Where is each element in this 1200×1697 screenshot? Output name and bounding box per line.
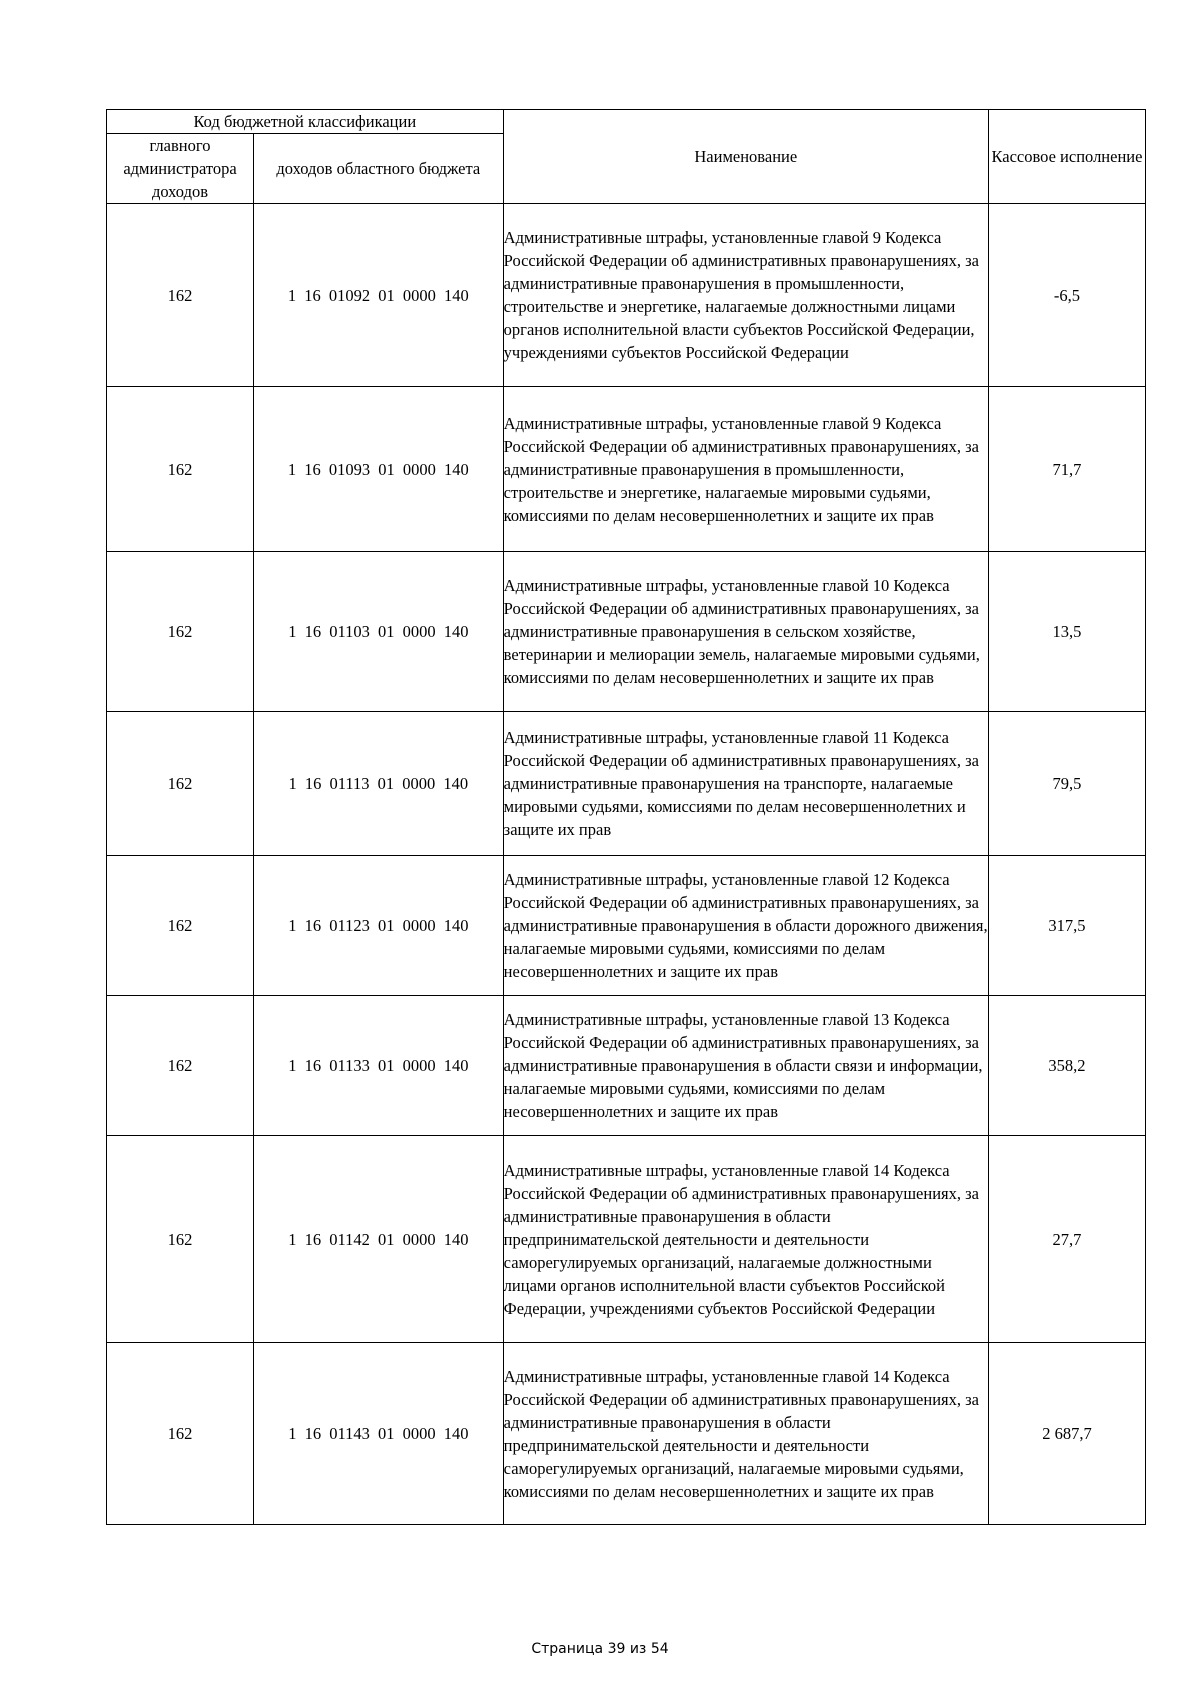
- revenue-code-cell: 1 16 01103 01 0000 140: [253, 552, 503, 712]
- revenue-code-cell: 1 16 01133 01 0000 140: [253, 996, 503, 1136]
- cash-execution-cell: 2 687,7: [988, 1343, 1145, 1525]
- revenue-code-cell: 1 16 01093 01 0000 140: [253, 387, 503, 552]
- header-classification-code: Код бюджетной классификации: [107, 110, 504, 134]
- revenue-name-cell: Административные штрафы, установленные главой 14 Кодекса Российской Федерации об административных правонарушениях, за административные правонарушения в области предпринимательской деятельности и деятельности саморегулируемых организаций, налагаемые должностными лицами органов исполнительной власти субъектов Российской Федерации, учреждениями субъектов Российской Федерации: [503, 1136, 988, 1343]
- table-row: [107, 552, 1146, 712]
- cash-execution-cell: 358,2: [988, 996, 1145, 1136]
- revenue-name-cell: Административные штрафы, установленные главой 9 Кодекса Российской Федерации об административных правонарушениях, за административные правонарушения в промышленности, строительстве и энергетике, налагаемые должностными лицами органов исполнительной власти субъектов Российской Федерации, учреждениями субъектов Российской Федерации: [503, 204, 988, 387]
- revenue-name-cell: Административные штрафы, установленные главой 13 Кодекса Российской Федерации об административных правонарушениях, за административные правонарушения в области связи и информации, налагаемые мировыми судьями, комиссиями по делам несовершеннолетних и защите их прав: [503, 996, 988, 1136]
- cash-execution-cell: 317,5: [988, 856, 1145, 996]
- admin-code-cell: 162: [107, 1136, 254, 1343]
- admin-code-cell: 162: [107, 996, 254, 1136]
- cash-execution-cell: 13,5: [988, 552, 1145, 712]
- page-footer: Страница 39 из 54: [531, 1641, 669, 1657]
- table-row: [107, 996, 1146, 1136]
- budget-classification-table: [106, 109, 1146, 1525]
- header-cash-execution: Кассовое исполнение: [988, 110, 1145, 204]
- revenue-code-cell: 1 16 01113 01 0000 140: [253, 712, 503, 856]
- table-row: [107, 856, 1146, 996]
- revenue-name-cell: Административные штрафы, установленные главой 14 Кодекса Российской Федерации об административных правонарушениях, за административные правонарушения в области предпринимательской деятельности и деятельности саморегулируемых организаций, налагаемые мировыми судьями, комиссиями по делам несовершеннолетних и защите их прав: [503, 1343, 988, 1525]
- cash-execution-cell: 71,7: [988, 387, 1145, 552]
- revenue-code-cell: 1 16 01123 01 0000 140: [253, 856, 503, 996]
- header-name: Наименование: [503, 110, 988, 204]
- admin-code-cell: 162: [107, 856, 254, 996]
- cash-execution-cell: 27,7: [988, 1136, 1145, 1343]
- revenue-name-cell: Административные штрафы, установленные главой 10 Кодекса Российской Федерации об административных правонарушениях, за административные правонарушения в сельском хозяйстве, ветеринарии и мелиорации земель, налагаемые мировыми судьями, комиссиями по делам несовершеннолетних и защите их прав: [503, 552, 988, 712]
- cash-execution-cell: 79,5: [988, 712, 1145, 856]
- table-row: [107, 1343, 1146, 1525]
- revenue-name-cell: Административные штрафы, установленные главой 9 Кодекса Российской Федерации об административных правонарушениях, за административные правонарушения в промышленности, строительстве и энергетике, налагаемые мировыми судьями, комиссиями по делам несовершеннолетних и защите их прав: [503, 387, 988, 552]
- admin-code-cell: 162: [107, 1343, 254, 1525]
- revenue-code-cell: 1 16 01142 01 0000 140: [253, 1136, 503, 1343]
- admin-code-cell: 162: [107, 552, 254, 712]
- admin-code-cell: 162: [107, 387, 254, 552]
- cash-execution-cell: -6,5: [988, 204, 1145, 387]
- table-row: [107, 204, 1146, 387]
- header-regional-revenue: доходов областного бюджета: [253, 134, 503, 204]
- table-row: [107, 712, 1146, 856]
- revenue-code-cell: 1 16 01092 01 0000 140: [253, 204, 503, 387]
- revenue-name-cell: Административные штрафы, установленные главой 11 Кодекса Российской Федерации об административных правонарушениях, за административные правонарушения на транспорте, налагаемые мировыми судьями, комиссиями по делам несовершеннолетних и защите их прав: [503, 712, 988, 856]
- header-chief-administrator: главного администратора доходов: [107, 134, 254, 204]
- revenue-name-cell: Административные штрафы, установленные главой 12 Кодекса Российской Федерации об административных правонарушениях, за административные правонарушения в области дорожного движения, налагаемые мировыми судьями, комиссиями по делам несовершеннолетних и защите их прав: [503, 856, 988, 996]
- table-row: [107, 1136, 1146, 1343]
- admin-code-cell: 162: [107, 712, 254, 856]
- admin-code-cell: 162: [107, 204, 254, 387]
- table-row: [107, 387, 1146, 552]
- revenue-code-cell: 1 16 01143 01 0000 140: [253, 1343, 503, 1525]
